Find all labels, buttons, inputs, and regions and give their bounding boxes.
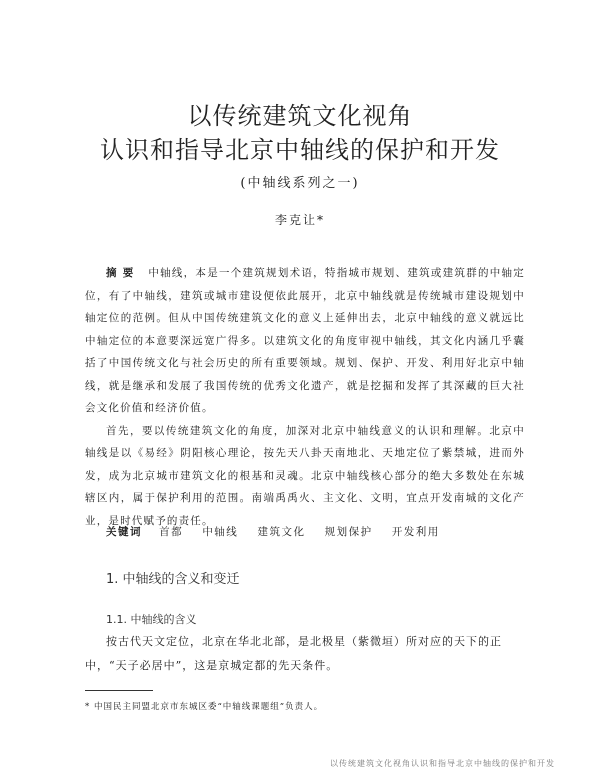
body-text — [85, 630, 525, 678]
author: 李克让* — [274, 213, 325, 227]
keyword-term: 建筑文化 — [257, 526, 306, 538]
subtitle: (中轴线系列之一) — [240, 176, 360, 191]
title-line-2: 认识和指导北京中轴线的保护和开发 — [100, 136, 500, 164]
running-header: 以传统建筑文化视角认识和指导北京中轴线的保护和开发 — [330, 759, 555, 768]
section-heading: 1. 中轴线的含义和变迁 — [106, 572, 240, 587]
keyword-term: 规划保护 — [324, 526, 373, 538]
abstract-paragraph-2: 首先，要以传统建筑文化的角度，加深对北京中轴线意义的认识和理解。北京中轴线是以《易经》阴阳核心理论，按先天八卦天南地北、天地定位了紫禁城，进而外发，成为北京城市建筑文化的根基和灵魂。北京中轴线核心部分的绝大多数处在东城辖区内，属于保护利用的范围。南端禹禹火、主文化、文明，宜点开发南城的文化产业，是时代赋予的责任。 — [85, 424, 525, 527]
keyword-term: 开发利用 — [391, 526, 440, 538]
abstract-text-1: 中轴线，本是一个建筑规划术语，特指城市规划、建筑或建筑群的中轴定位，有了中轴线，建筑或城市建设便依此展开，北京中轴线就是传统城市建设规划中轴定位的范例。但从中国传统建筑文化的意义上延伸出去，北京中轴线的意义就远比中轴定位的本意要深远宽广得多。以建筑文化的角度审视中轴线，其文化内涵几乎囊括了中国传统文化与社会历史的所有重要领域。规划、保护、开发、利用好北京中轴线，就是继承和发展了我国传统的优秀文化遗产，就是挖掘和发挥了其深藏的巨大社会文化价值和经济价值。 — [85, 267, 525, 414]
footnote: * 中国民主同盟北京市东城区委“中轴线课题组”负责人。 — [85, 702, 324, 712]
abstract-label: 摘 要 — [106, 267, 135, 279]
abstract-paragraph-1 — [85, 262, 525, 420]
abstract — [85, 262, 525, 532]
footnote-rule — [85, 690, 153, 691]
keyword-term: 中轴线 — [202, 526, 239, 538]
title-line-1: 以传统建筑文化视角 — [187, 102, 413, 130]
body-paragraph: 按古代天文定位，北京在华北北部，是北极星（紫微垣）所对应的天下的正中，“天子必居中”，这是京城定都的先天条件。 — [85, 635, 502, 672]
keywords-label: 关键词 — [106, 526, 142, 538]
subsection-heading: 1.1. 中轴线的含义 — [106, 613, 197, 626]
keywords — [106, 524, 526, 539]
keyword-term: 首都 — [159, 526, 184, 538]
